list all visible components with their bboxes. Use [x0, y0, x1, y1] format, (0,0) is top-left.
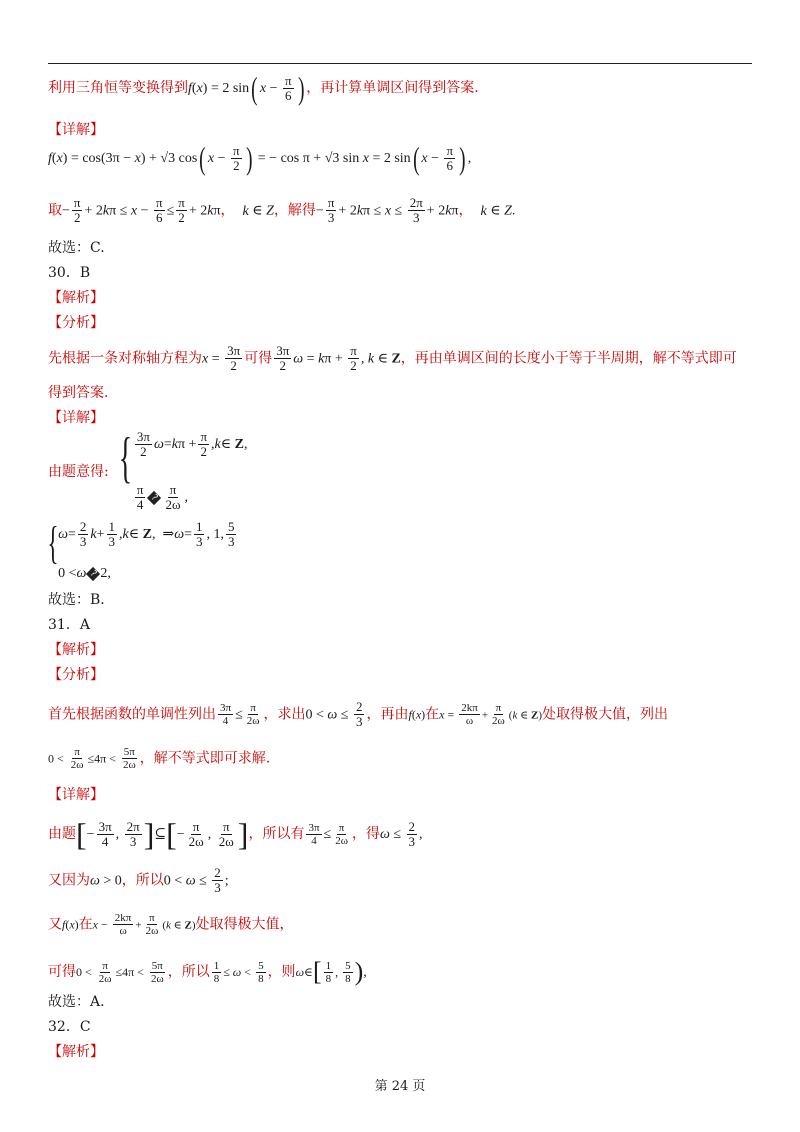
text: ，得	[351, 826, 380, 842]
section-detail-31: 【详解】	[48, 787, 104, 803]
analysis-30-cont: 得到答案.	[48, 385, 109, 401]
text: ，再由	[366, 706, 409, 723]
analysis-30: 先根据一条对称轴方程为x = $\frac{3\pi}{2}$ 可得 $\frac{3\pi}{2}$ ω = kπ + $\frac{\pi}{2}$ , k ∈ Z，再由单调区间的长度小于等于半周期，解不等式即可	[48, 343, 737, 373]
text: ，再计算单调区间得到答案.	[306, 80, 479, 96]
detail-31-line-2: 又因为ω > 0，所以0 < ω ≤ $\frac{2}{3}$ ;	[48, 865, 229, 895]
youti-label: 由题意得:	[48, 464, 109, 480]
analysis-line-1: 利用三角恒等变换得到f(x) = 2 sin( x − $\frac{\pi}{6}$ ) ，再计算单调区间得到答案.	[48, 70, 479, 106]
answer-c: 故选：C.	[48, 240, 105, 256]
top-rule	[48, 63, 752, 64]
text: 处取得极大值，	[195, 916, 294, 933]
system-2: { ω = $\frac{2}{3}$ k + $\frac{1}{3}$ , k ∈ Z, ⇒ ω = $\frac{1}{3}$ , 1, $\frac{5}{3}$ 0 < ω ? 2,	[47, 517, 235, 581]
section-jiexi-32: 【解析】	[48, 1044, 104, 1060]
text: 取	[48, 202, 62, 219]
text: ，再由单调区间的长度小于等于半周期，解不等式即可	[400, 350, 737, 367]
detail-31-line-3: 又f(x)在x − $\frac{2k\pi}{\omega}$ + $\frac{\pi}{2\omega}$ (k ∈ Z)处取得极大值，	[48, 912, 294, 937]
text: 首先根据函数的单调性列出	[48, 706, 216, 723]
text: ，求出	[263, 706, 306, 723]
solve-line: 取− $\frac{\pi}{2}$ + 2kπ ≤ x − $\frac{\pi}{6}$ ≤ $\frac{\pi}{2}$ + 2kπ， k ∈ Z，解得− $\frac{\pi}{3}$ + 2kπ ≤ x ≤ $\frac{2\pi}{3}$ + 2kπ， k ∈ Z.	[48, 195, 516, 225]
text: ，解不等式即可求解.	[139, 750, 271, 767]
text: 可得	[48, 964, 76, 980]
question-32: 32．C	[48, 1019, 91, 1035]
section-detail: 【详解】	[48, 122, 104, 138]
analysis-31: 首先根据函数的单调性列出 $\frac{3\pi}{4}$ ≤ $\frac{\pi}{2\omega}$ ，求出0 < ω ≤ $\frac{2}{3}$ ，再由f(x)在x = $\frac{2k\pi}{\omega}$ + $\frac{\pi}{2\omega}$ (k ∈ Z)处取得极大值，列出	[48, 699, 669, 729]
analysis-31-cont: 0 < $\frac{\pi}{2\omega}$ ≤4π < $\frac{5\pi}{2\omega}$ ，解不等式即可求解.	[48, 746, 271, 771]
text: 处取得极大值，列出	[542, 706, 669, 723]
text: 在	[78, 916, 93, 933]
answer-a: 故选：A.	[48, 994, 105, 1010]
question-30: 30．B	[48, 265, 91, 281]
text: ，则	[267, 964, 296, 980]
section-detail-30: 【详解】	[48, 410, 104, 426]
text: 利用三角恒等变换得到	[48, 80, 188, 96]
page-number: 第 24 页	[374, 1079, 426, 1094]
formula-line: f(x) = cos(3π − x) + √3 cos( x − $\frac{\pi}{2}$ ) = − cos π + √3 sin x = 2 sin( x − $\frac{\pi}{6}$ ) ,	[48, 140, 472, 176]
text: ，所以	[121, 872, 164, 889]
section-fenxi-31: 【分析】	[48, 667, 104, 683]
text: 在	[425, 706, 440, 723]
section-jiexi-31: 【解析】	[48, 642, 104, 658]
text: 由题	[48, 826, 76, 842]
fraction: $\frac{\pi}{6}$	[284, 72, 292, 103]
system-1: { $\frac{3\pi}{2}$ ω = k π + $\frac{\pi}{2}$ , k ∈ Z, $\frac{\pi}{4}$ ? $\frac{\pi}{2\omega}$ ,	[118, 427, 248, 512]
text: ，所以有	[248, 826, 305, 842]
text: ，解得	[273, 202, 316, 219]
text: ，	[458, 202, 473, 219]
question-31: 31．A	[48, 617, 90, 633]
detail-31-line-4: 可得0 < $\frac{\pi}{2\omega}$ ≤4π < $\frac{5\pi}{2\omega}$ ，所以 $\frac{1}{8}$ ≤ ω < $\frac{5}{8}$ ，则ω∈[ $\frac{1}{8}$ , $\frac{5}{8}$ ),	[48, 957, 367, 986]
section-fenxi: 【分析】	[48, 315, 104, 331]
text: 可得	[244, 350, 273, 367]
text: 又因为	[48, 872, 90, 889]
text: 又	[48, 916, 62, 933]
text: ，所以	[167, 964, 210, 980]
text: 先根据一条对称轴方程为	[48, 350, 202, 367]
answer-b: 故选：B.	[48, 592, 105, 608]
section-jiexi: 【解析】	[48, 290, 104, 306]
detail-31-line-1: 由题[− $\frac{3\pi}{4}$ , $\frac{2\pi}{3}$ ]⊆[− $\frac{\pi}{2\omega}$ , $\frac{\pi}{2\omega}$ ]，所以有 $\frac{3\pi}{4}$ ≤ $\frac{\pi}{2\omega}$ ，得ω ≤ $\frac{2}{3}$ ,	[48, 816, 423, 852]
